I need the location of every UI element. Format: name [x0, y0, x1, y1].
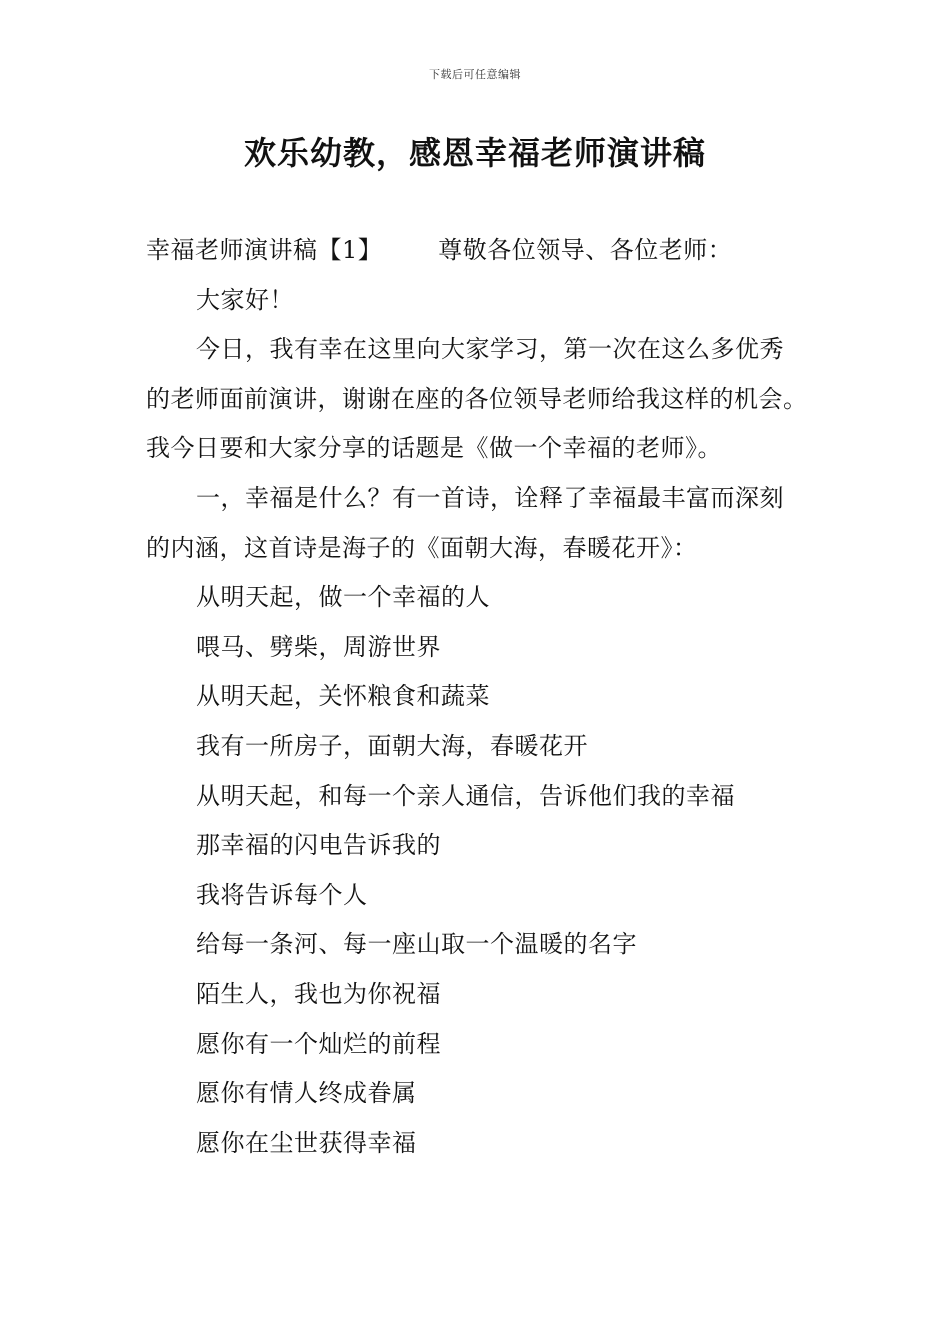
poem-line: 我有一所房子，面朝大海，春暖花开 — [196, 731, 588, 760]
section-label: 幸福老师演讲稿【1】 — [146, 236, 383, 264]
paragraph: 一，幸福是什么？有一首诗，诠释了幸福最丰富而深刻的内涵，这首诗是海子的《面朝大海，春暖花开》： — [146, 483, 784, 562]
intro-line — [146, 226, 808, 276]
poem-line: 喂马、劈柴，周游世界 — [196, 632, 441, 661]
salutation: 尊敬各位领导、各位老师： — [438, 236, 733, 264]
poem-line: 愿你在尘世获得幸福 — [196, 1128, 417, 1157]
poem-line: 从明天起，和每一个亲人通信，告诉他们我的幸福 — [196, 781, 735, 810]
paragraph: 今日，我有幸在这里向大家学习，第一次在这么多优秀的老师面前演讲，谢谢在座的各位领导老师给我这样的机会。我今日要和大家分享的话题是《做一个幸福的老师》。 — [146, 335, 808, 463]
header-note: 下载后可任意编辑 — [429, 68, 521, 81]
poem-line: 那幸福的闪电告诉我的 — [196, 831, 441, 860]
poem-line: 愿你有一个灿烂的前程 — [196, 1029, 441, 1058]
poem-line: 从明天起，做一个幸福的人 — [196, 583, 490, 612]
poem-line: 愿你有情人终成眷属 — [196, 1079, 417, 1108]
poem-line: 从明天起，关怀粮食和蔬菜 — [196, 682, 490, 711]
poem-line: 我将告诉每个人 — [196, 880, 368, 909]
poem-line: 给每一条河、每一座山取一个温暖的名字 — [196, 930, 637, 959]
poem-line: 陌生人，我也为你祝福 — [196, 979, 441, 1008]
document-title: 欢乐幼教，感恩幸福老师演讲稿 — [243, 134, 706, 172]
document-body — [146, 226, 808, 1168]
greeting: 大家好！ — [196, 285, 294, 314]
